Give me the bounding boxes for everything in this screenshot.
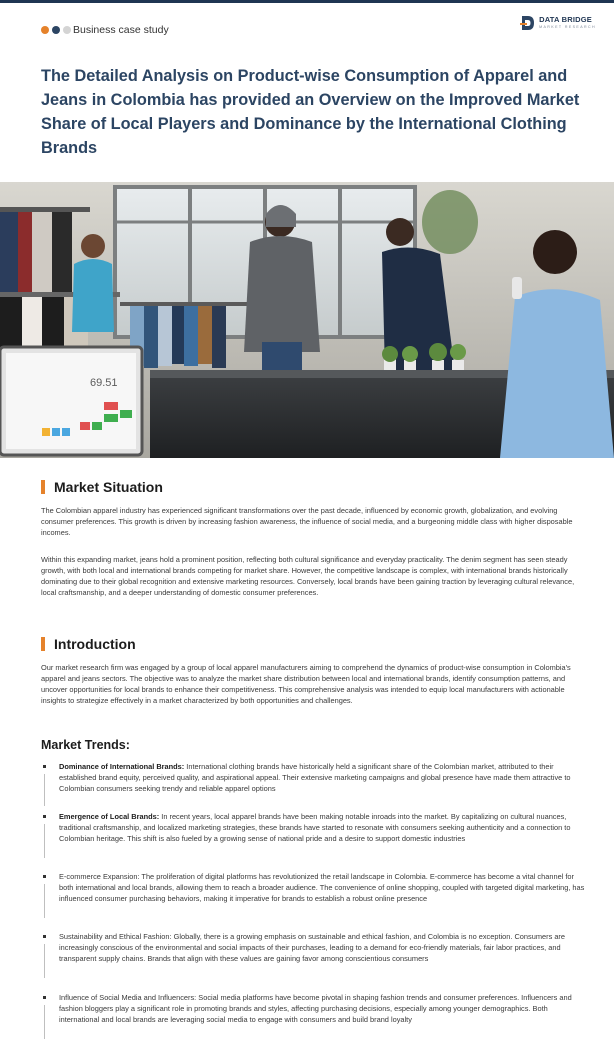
page-header (41, 15, 596, 42)
trend-body: International clothing brands have historically held a significant share of the Colombian market, attributed to their established brand equity, perceived quality, and aspirational appeal. Their extensive marketing campaigns and global presence have made them attractive to Colombian consumers seeking trendy and reliable apparel options (59, 762, 571, 793)
trend-divider (44, 774, 45, 806)
bullet-icon (43, 996, 46, 999)
market-situation-heading (41, 479, 163, 495)
trend-body: In recent years, local apparel brands have been making notable inroads into the market. By capitalizing on cultural nuances, traditional craftsmanship, and localized marketing strategies, these brands have started to resonate with consumers seeking authenticity and a connection to Colombian heritage. This shift is also fueled by a growing sense of national pride and a desire to support domestic industries (59, 812, 571, 843)
dot-grey (63, 26, 71, 34)
decorative-dots (41, 26, 71, 34)
introduction-title: Introduction (54, 636, 136, 652)
heading-accent-bar (41, 480, 45, 494)
trend-item (41, 812, 589, 860)
trend-text (59, 993, 589, 1026)
market-situation-paragraph-1: The Colombian apparel industry has experienced significant transformations over the past decade, influenced by economic growth, globalization, and evolving consumer preferences. This growth is driven by increasing fashion awareness, the influence of social media, and a burgeoning middle class with higher disposable incomes. (41, 506, 573, 537)
store-scene-illustration (0, 182, 614, 458)
introduction-paragraph: Our market research firm was engaged by a group of local apparel manufacturers aiming to comprehend the dynamics of product-wise consumption in Colombia's apparel and jeans sectors. The objective was to analyze the market share distribution between local and international brands, identify consumption patterns, and uncover opportunities for local brands to enhance their competitiveness. This comprehensive analysis was intended to equip local manufacturers with actionable insights to strategize effectively in a market characterized by both opportunities and challenges. (41, 663, 571, 705)
trend-body: Sustainability and Ethical Fashion: Globally, there is a growing emphasis on sustainable and ethical fashion, and Colombia is no exception. Consumers are increasingly conscious of the environmental and social impacts of their purchases, leading to a demand for eco-friendly materials, fair labor practices, and transparent supply chains. Brands that align with these values are gaining favor among conscientious consumers (59, 932, 565, 963)
logo-name: DATA BRIDGE (539, 15, 593, 25)
trend-item (41, 762, 589, 808)
trend-body: Influence of Social Media and Influencers: Social media platforms have become pivotal in shaping fashion trends and consumer preferences. Influencers and fashion bloggers play a significant role in promoting brands and styles, affecting purchasing decisions, especially among younger demographics. Both international and local brands are leveraging social media to engage with consumers and build brand loyalty (59, 993, 572, 1024)
page-title: The Detailed Analysis on Product-wise Consumption of Apparel and Jeans in Colombia has provided an Overview on the Improved Market Share of Local Players and Dominance by the International Clothing Brands (41, 67, 580, 157)
trend-divider (44, 1005, 45, 1039)
logo-mark-icon (519, 14, 535, 32)
header-label: Business case study (73, 24, 169, 36)
trend-text (59, 812, 589, 845)
market-trends-heading: Market Trends: (41, 738, 130, 752)
trend-divider (44, 884, 45, 918)
dot-orange (41, 26, 49, 34)
top-accent-bar (0, 0, 614, 3)
logo-subtitle: MARKET RESEARCH (539, 24, 596, 29)
trend-item (41, 932, 589, 980)
trend-divider (44, 824, 45, 858)
market-situation-paragraph-2: Within this expanding market, jeans hold a prominent position, reflecting both cultural significance and everyday practicality. The denim segment has seen steady growth, with both local and international brands competing for market share. However, the competitive landscape is complex, with international brands historically dominating due to their global recognition and extensive marketing resources. Conversely, local brands have been gaining traction by leveraging cultural relevance, local craftsmanship, and a deeper understanding of domestic consumer preferences. (41, 555, 575, 597)
bullet-icon (43, 765, 46, 768)
register-display: 69.51 (90, 377, 118, 389)
bullet-icon (43, 875, 46, 878)
bullet-icon (43, 815, 46, 818)
trend-body: E-commerce Expansion: The proliferation of digital platforms has revolutionized the retail landscape in Colombia. E-commerce has become a vital channel for both international and local brands, allowing them to reach a broader audience. The convenience of online shopping, coupled with targeted digital marketing, has influenced consumer purchasing behaviors, making it imperative for brands to establish a robust online presence (59, 872, 585, 903)
introduction-heading (41, 636, 136, 652)
trend-text (59, 762, 589, 795)
data-bridge-logo (519, 14, 596, 32)
bullet-icon (43, 935, 46, 938)
trend-text (59, 872, 589, 905)
trend-item (41, 872, 589, 920)
dot-navy (52, 26, 60, 34)
trend-lead: Emergence of Local Brands: (59, 812, 160, 821)
heading-accent-bar (41, 637, 45, 651)
hero-image-clothing-store (0, 182, 614, 458)
trend-item (41, 993, 589, 1041)
trend-text (59, 932, 589, 965)
market-situation-title: Market Situation (54, 479, 163, 495)
trend-lead: Dominance of International Brands: (59, 762, 185, 771)
trend-divider (44, 944, 45, 978)
